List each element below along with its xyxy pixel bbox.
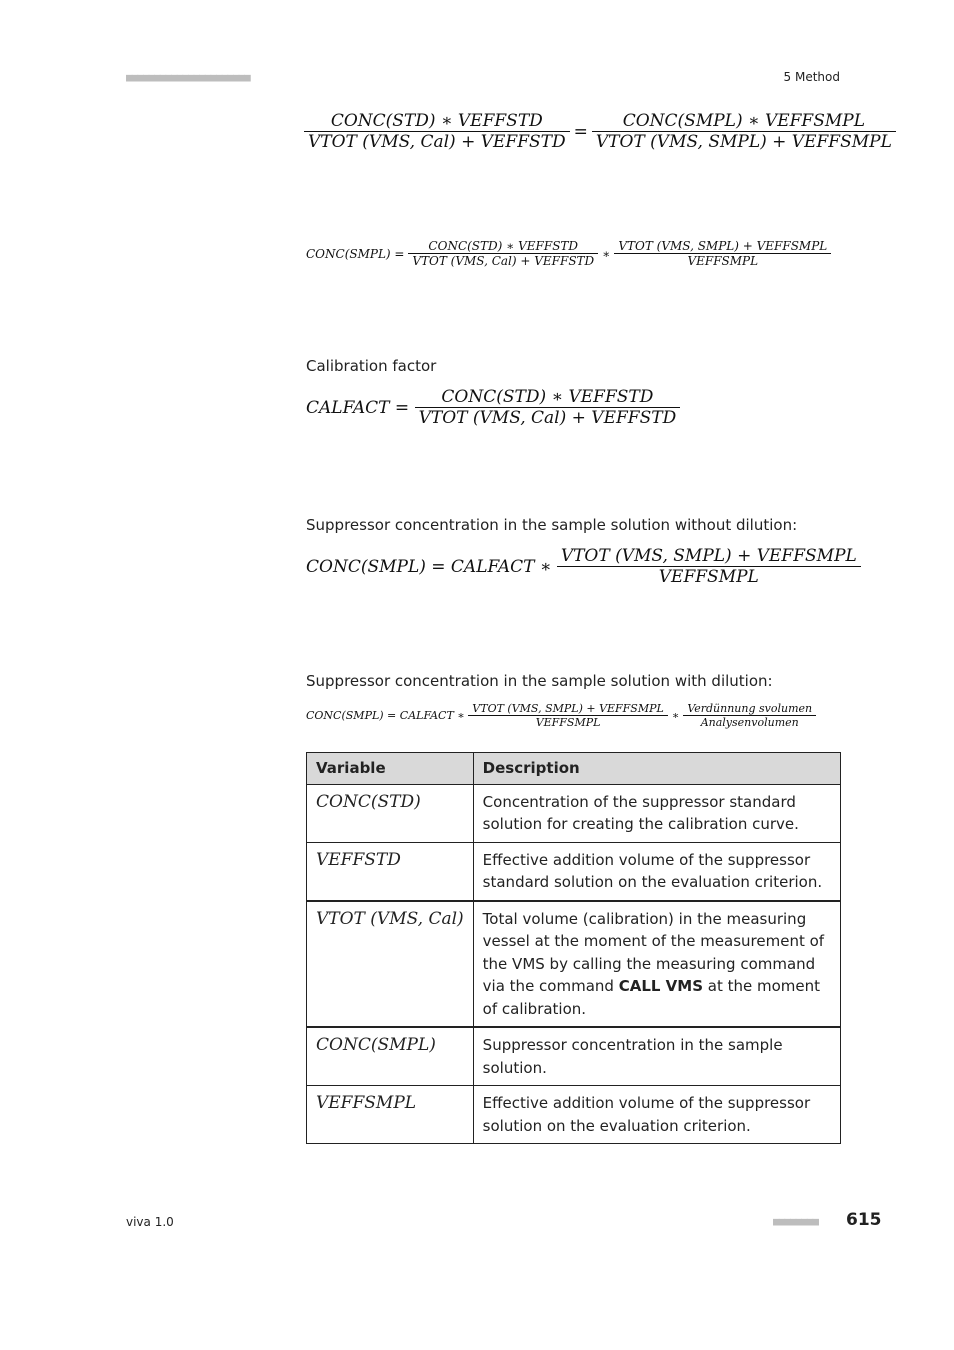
multiply-sign: ∗: [602, 246, 611, 261]
calibration-factor-label: Calibration factor: [306, 357, 437, 375]
page-number: 615: [846, 1210, 882, 1230]
dilution-label: Suppressor concentration in the sample solution with dilution:: [306, 672, 773, 690]
numerator: VTOT (VMS, SMPL) + VEFFSMPL: [618, 239, 828, 253]
numerator: VTOT (VMS, SMPL) + VEFFSMPL: [472, 702, 664, 715]
equation-lhs: CONC(SMPL) =: [306, 246, 405, 261]
equation-lhs: CONC(SMPL) = CALFACT ∗: [306, 556, 552, 577]
column-header-variable: Variable: [307, 753, 474, 785]
equation-conc-smpl: [306, 239, 831, 268]
numerator: CONC(SMPL) ∗ VEFFSMPL: [622, 111, 866, 131]
description-cell: Effective addition volume of the suppressor standard solution on the evaluation criterion.: [473, 842, 840, 901]
numerator: Verdünnung svolumen: [687, 702, 813, 715]
fraction: [557, 546, 861, 587]
equation-lhs: CALFACT =: [306, 397, 410, 418]
header-decoration: ■■■■■■■■■■■■■■■■■■■■■■: [126, 71, 250, 84]
column-header-description: Description: [473, 753, 840, 785]
command-name: CALL VMS: [618, 977, 703, 995]
footer-product: viva 1.0: [126, 1215, 174, 1229]
description-text: Total volume (calibration) in the measuring vessel at the moment of the measurement of the VMS by calling the measuring command via the command: [482, 909, 825, 995]
footer-decoration: ■■■■■■■■: [773, 1215, 818, 1228]
chapter-title: 5 Method: [783, 70, 840, 84]
denominator: VTOT (VMS, Cal) + VEFFSTD: [415, 407, 681, 428]
numerator: CONC(STD) ∗ VEFFSTD: [330, 111, 543, 131]
variables-table: [306, 752, 841, 1144]
table-row: [307, 1027, 841, 1086]
numerator: VTOT (VMS, SMPL) + VEFFSMPL: [560, 546, 857, 566]
equation-lhs: CONC(SMPL) = CALFACT ∗: [306, 709, 465, 722]
variable-cell: CONC(SMPL): [307, 1027, 474, 1086]
table-row: [307, 901, 841, 1028]
fraction-right: [592, 111, 896, 152]
fraction-2: [683, 702, 816, 729]
numerator: CONC(STD) ∗ VEFFSTD: [428, 239, 579, 253]
table-header-row: [307, 753, 841, 785]
variable-cell: VTOT (VMS, Cal): [307, 901, 474, 1028]
multiply-sign: ∗: [671, 709, 680, 722]
numerator: CONC(STD) ∗ VEFFSTD: [441, 387, 654, 407]
table-row: [307, 1086, 841, 1144]
variable-cell: VEFFSMPL: [307, 1086, 474, 1144]
variable-cell: CONC(STD): [307, 784, 474, 842]
description-cell: Suppressor concentration in the sample solution.: [473, 1027, 840, 1086]
fraction: [415, 387, 681, 428]
denominator: VEFFSMPL: [468, 715, 668, 729]
variable-cell: VEFFSTD: [307, 842, 474, 901]
fraction-1: [408, 239, 598, 268]
equation-dilution: [306, 702, 816, 729]
table-row: [307, 784, 841, 842]
equals-sign: =: [573, 121, 588, 142]
description-cell: Concentration of the suppressor standard solution for creating the calibration curve.: [473, 784, 840, 842]
description-text: at the moment of calibration.: [482, 977, 821, 1018]
denominator: VTOT (VMS, Cal) + VEFFSTD: [304, 131, 570, 152]
fraction-2: [614, 239, 831, 268]
description-cell: [473, 901, 840, 1028]
fraction-left: [304, 111, 570, 152]
denominator: VEFFSMPL: [614, 253, 831, 268]
denominator: VEFFSMPL: [557, 566, 861, 587]
denominator: Analysenvolumen: [683, 715, 816, 729]
equation-no-dilution: [306, 546, 861, 587]
equation-calfact: [306, 387, 680, 428]
denominator: VTOT (VMS, SMPL) + VEFFSMPL: [592, 131, 896, 152]
table-row: [307, 842, 841, 901]
denominator: VTOT (VMS, Cal) + VEFFSTD: [408, 253, 598, 268]
equation-balance: [304, 111, 896, 152]
fraction-1: [468, 702, 668, 729]
description-cell: Effective addition volume of the suppressor solution on the evaluation criterion.: [473, 1086, 840, 1144]
no-dilution-label: Suppressor concentration in the sample solution without dilution:: [306, 516, 798, 534]
